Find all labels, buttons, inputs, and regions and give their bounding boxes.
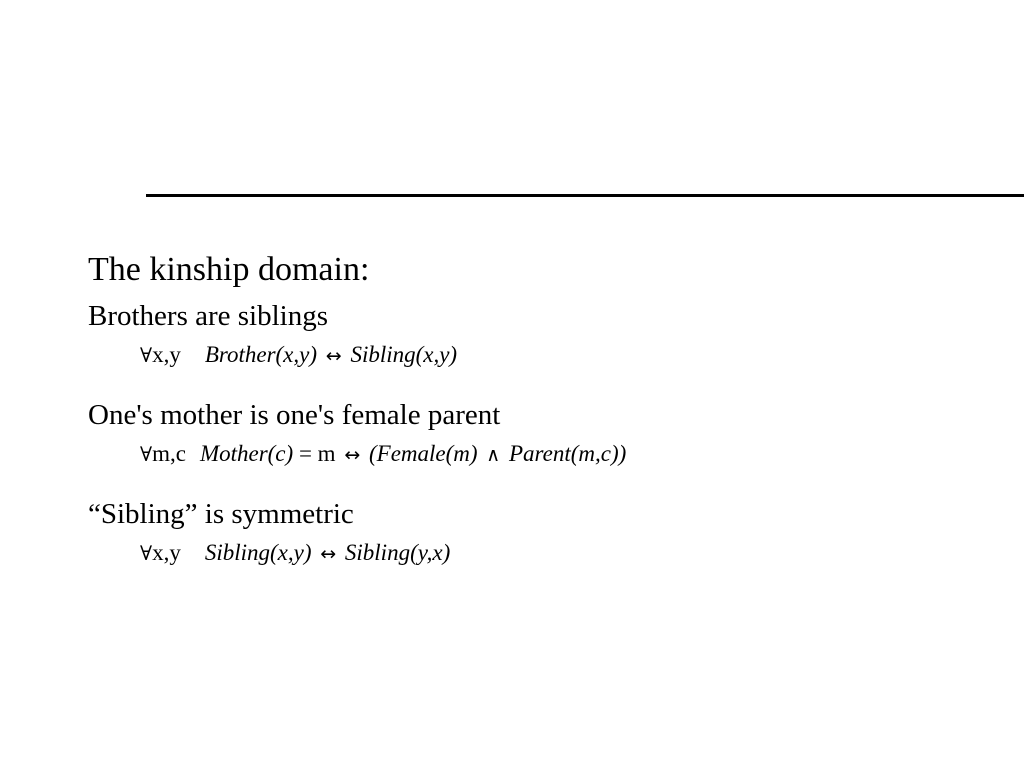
equals-symbol: =: [298, 441, 312, 466]
forall-symbol: ∀: [140, 343, 153, 367]
rule-statement: “Sibling” is symmetric: [88, 498, 354, 530]
rule-sibling-symmetric: [88, 496, 1008, 569]
quantifier: [140, 538, 181, 568]
biconditional-symbol: ↔: [320, 543, 337, 565]
formula-expression: [205, 340, 457, 371]
formula-lhs: Brother(x,y): [204, 342, 318, 367]
quantifier-variables: x,y: [152, 342, 181, 367]
and-symbol: ∧: [486, 444, 501, 466]
rule-mother-definition: [88, 397, 1008, 470]
biconditional-symbol: ↔: [344, 444, 361, 466]
formula-lhs: Mother(c): [199, 441, 294, 466]
formula-rhs-open: (Female(m): [368, 441, 478, 466]
formula-expression: [205, 538, 450, 569]
slide-heading: The kinship domain:: [88, 251, 370, 288]
rule-statement: Brothers are siblings: [88, 300, 329, 332]
formula-lhs-value: m: [317, 441, 336, 466]
forall-symbol: ∀: [140, 442, 153, 466]
title-divider-line: [146, 194, 1024, 197]
rule-formula: [88, 439, 1008, 470]
quantifier: [140, 439, 186, 469]
rule-formula: [88, 340, 1008, 371]
rule-formula: [88, 538, 1008, 569]
formula-rhs-close: Parent(m,c)): [508, 441, 627, 466]
quantifier-variables: x,y: [152, 540, 181, 565]
biconditional-symbol: ↔: [325, 345, 342, 367]
formula-rhs: Sibling(x,y): [350, 342, 458, 367]
formula-expression: [200, 439, 626, 470]
quantifier: [140, 340, 181, 370]
formula-lhs: Sibling(x,y): [204, 540, 312, 565]
forall-symbol: ∀: [140, 541, 153, 565]
rule-brothers-siblings: [88, 298, 1008, 371]
slide-content: [88, 248, 1008, 569]
quantifier-variables: m,c: [152, 441, 186, 466]
rule-statement: One's mother is one's female parent: [88, 399, 501, 431]
formula-rhs: Sibling(y,x): [344, 540, 451, 565]
